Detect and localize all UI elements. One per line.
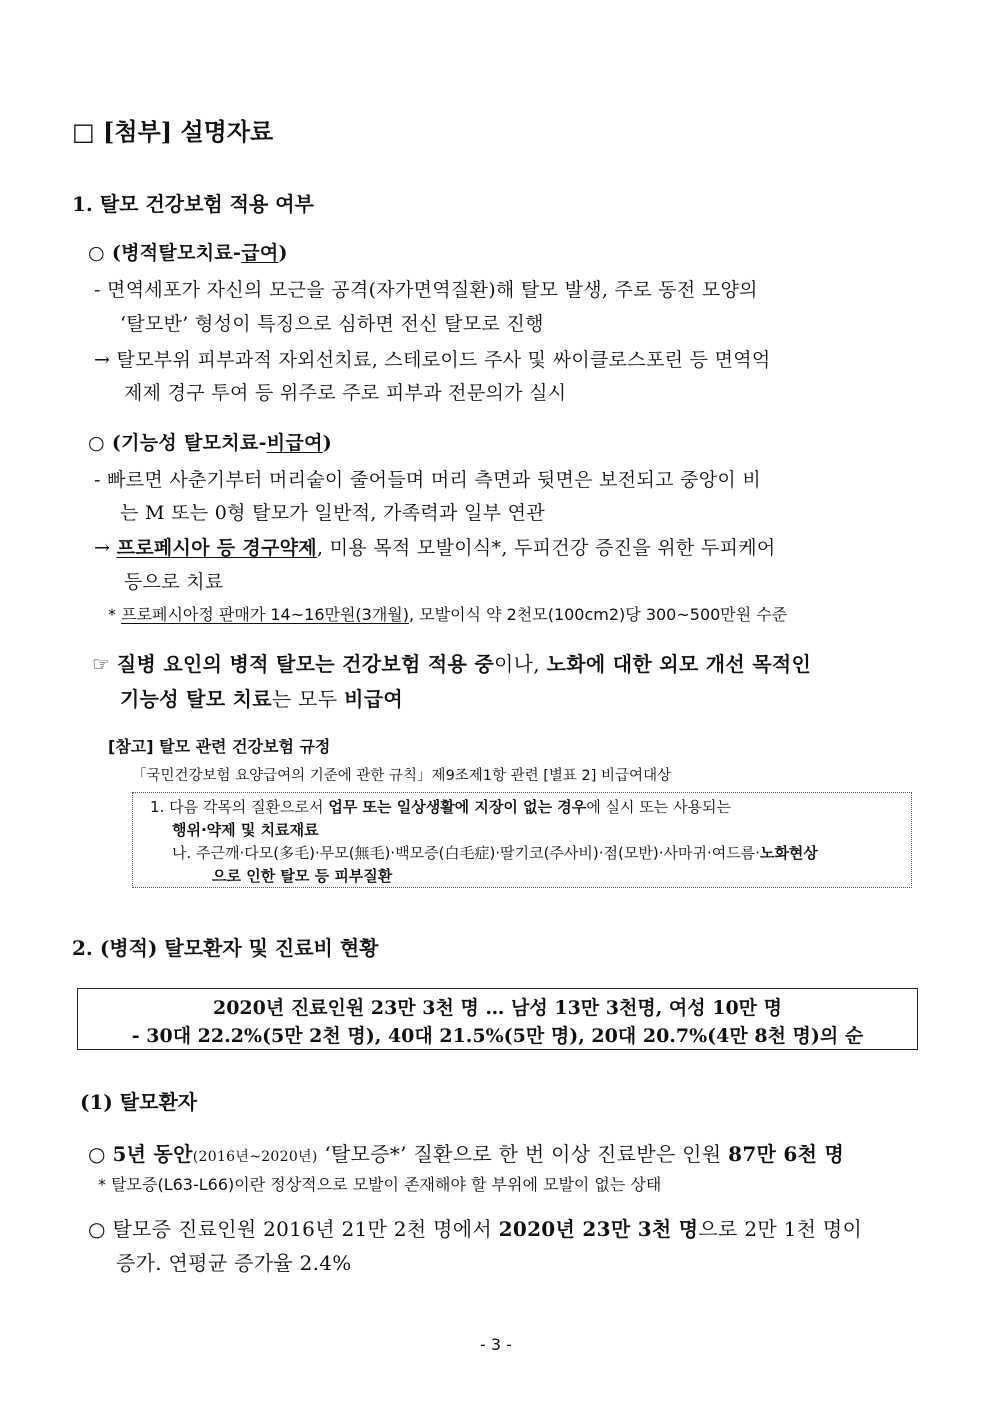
sub1-b1-bold2: 87만 6천 명 xyxy=(728,1142,845,1166)
circle-bullet-icon: ○ xyxy=(88,242,105,264)
conclusion-bold4: 비급여 xyxy=(344,687,403,711)
note-rest: , 모발이식 약 2천모(100cm2)당 300~500만원 수준 xyxy=(408,605,788,624)
pathological-title-underlined: 급여 xyxy=(241,242,279,264)
note-star: * xyxy=(108,605,116,624)
pathological-desc-line2: ‘탈모반’ 형성이 특징으로 심하면 전신 탈모로 진행 xyxy=(120,313,544,335)
conclusion-bold2: 노화에 대한 외모 개선 목적인 xyxy=(546,652,812,676)
functional-note xyxy=(108,602,787,625)
reference-item1-line2: 행위·약제 및 치료재료 xyxy=(172,821,319,839)
functional-title-underlined: 비급여 xyxy=(266,432,323,454)
sub1-b1-small: (2016년~2020년) xyxy=(192,1149,318,1165)
pathological-title-suffix: ) xyxy=(278,242,288,264)
sub1-bullet1 xyxy=(88,1138,844,1167)
sub1-b1-plain: ‘탈모증*’ 질환으로 한 번 이상 진료받은 인원 xyxy=(324,1142,722,1166)
reference-source: 「국민건강보험 요양급여의 기준에 관한 규칙」제9조제1항 관련 [별표 2] 비급여대상 xyxy=(132,768,672,784)
sub1-b2-bold: 2020년 23만 3천 명 xyxy=(498,1217,699,1241)
circle-bullet-icon: ○ xyxy=(88,1217,106,1241)
sub1-bullet2 xyxy=(88,1213,862,1242)
conclusion-line1 xyxy=(92,648,811,677)
functional-title-prefix: (기능성 탈모치료- xyxy=(111,432,267,454)
page-number: - 3 - xyxy=(480,1335,512,1354)
functional-title xyxy=(88,428,332,455)
conclusion-bold1: 질병 요인의 병적 탈모는 건강보험 적용 중 xyxy=(116,652,495,676)
section1-title: 1. 탈모 건강보험 적용 여부 xyxy=(72,192,314,216)
pathological-treat-line2: 제제 경구 투여 등 위주로 주로 피부과 전문의가 실시 xyxy=(124,382,567,404)
pathological-title-prefix: (병적탈모치료- xyxy=(111,242,242,264)
pathological-title xyxy=(88,238,288,265)
sub1-b2-plain2: 으로 2만 1천 명이 xyxy=(698,1217,863,1241)
reference-item1-prefix: 1. 다음 각목의 질환으로서 xyxy=(150,798,324,816)
reference-item1-suffix: 에 실시 또는 사용되는 xyxy=(586,798,731,816)
reference-item2-line2: 으로 인한 탈모 등 피부질환 xyxy=(212,867,393,885)
sub1-note: * 탈모증(L63-L66)이란 정상적으로 모발이 존재해야 할 부위에 모발이 없는 상태 xyxy=(98,1175,662,1194)
conclusion-line2 xyxy=(120,683,403,712)
functional-treat-line1 xyxy=(94,533,776,560)
functional-treat-line2: 등으로 치료 xyxy=(124,571,224,593)
summary-line2: - 30대 22.2%(5만 2천 명), 40대 21.5%(5만 명), 20대 20.7%(4만 8천 명)의 순 xyxy=(131,1025,864,1047)
conclusion-plain1: 이나, xyxy=(494,652,540,676)
reference-item2-bold: 노화현상 xyxy=(759,844,818,862)
summary-box xyxy=(77,988,918,1050)
section2-title: 2. (병적) 탈모환자 및 진료비 현황 xyxy=(72,936,379,960)
sub1-b2-plain1: 탈모증 진료인원 2016년 21만 2천 명에서 xyxy=(112,1217,492,1241)
reference-item1 xyxy=(150,796,731,817)
checkbox-square-icon: □ xyxy=(72,117,95,146)
heading-title: [첨부] 설명자료 xyxy=(103,117,274,146)
sub1-bullet2-line2: 증가. 연평균 증가율 2.4% xyxy=(116,1251,352,1275)
functional-desc-line2: 는 M 또는 0형 탈모가 일반적, 가족력과 일부 연관 xyxy=(120,502,545,524)
functional-desc-line1: - 빠르면 사춘기부터 머리숱이 줄어들며 머리 측면과 뒷면은 보전되고 중앙이 비 xyxy=(94,469,762,491)
functional-title-suffix: ) xyxy=(322,432,333,454)
sub1-b1-bold1: 5년 동안 xyxy=(112,1142,193,1166)
reference-item1-bold: 업무 또는 일상생활에 지장이 없는 경우 xyxy=(328,798,587,816)
functional-treat-underlined: 프로페시아 등 경구약제 xyxy=(116,537,317,559)
page-heading xyxy=(72,112,273,147)
circle-bullet-icon: ○ xyxy=(88,432,105,454)
conclusion-plain2: 는 모두 xyxy=(271,687,338,711)
functional-treat-rest: , 미용 목적 모발이식*, 두피건강 증진을 위한 두피케어 xyxy=(316,537,776,559)
reference-item2 xyxy=(172,842,818,863)
pointing-hand-icon: ☞ xyxy=(92,652,111,676)
arrow-right-icon: → xyxy=(94,537,111,559)
reference-item2-prefix: 나. 주근깨·다모(多毛)·무모(無毛)·백모증(白毛症)·딸기코(주사비)·점(모반)·사마귀·여드름· xyxy=(172,844,760,862)
sub1-title: (1) 탈모환자 xyxy=(80,1090,198,1114)
conclusion-bold3: 기능성 탈모 치료 xyxy=(120,687,272,711)
circle-bullet-icon: ○ xyxy=(88,1142,106,1166)
summary-line1: 2020년 진료인원 23만 3천 명 … 남성 13만 3천명, 여성 10만 명 xyxy=(212,997,783,1019)
pathological-desc-line1 xyxy=(94,275,920,302)
pathological-treat-line1: → 탈모부위 피부과적 자외선치료, 스테로이드 주사 및 싸이클로스포린 등 면역억 xyxy=(94,349,771,371)
reference-title: [참고] 탈모 관련 건강보험 규정 xyxy=(108,737,331,756)
note-underlined: 프로페시아정 판매가 14~16만원(3개월) xyxy=(121,605,409,624)
pathological-desc-line1-text: - 면역세포가 자신의 모근을 공격(자가면역질환)해 탈모 발생, 주로 동전 모양의 xyxy=(94,279,758,301)
